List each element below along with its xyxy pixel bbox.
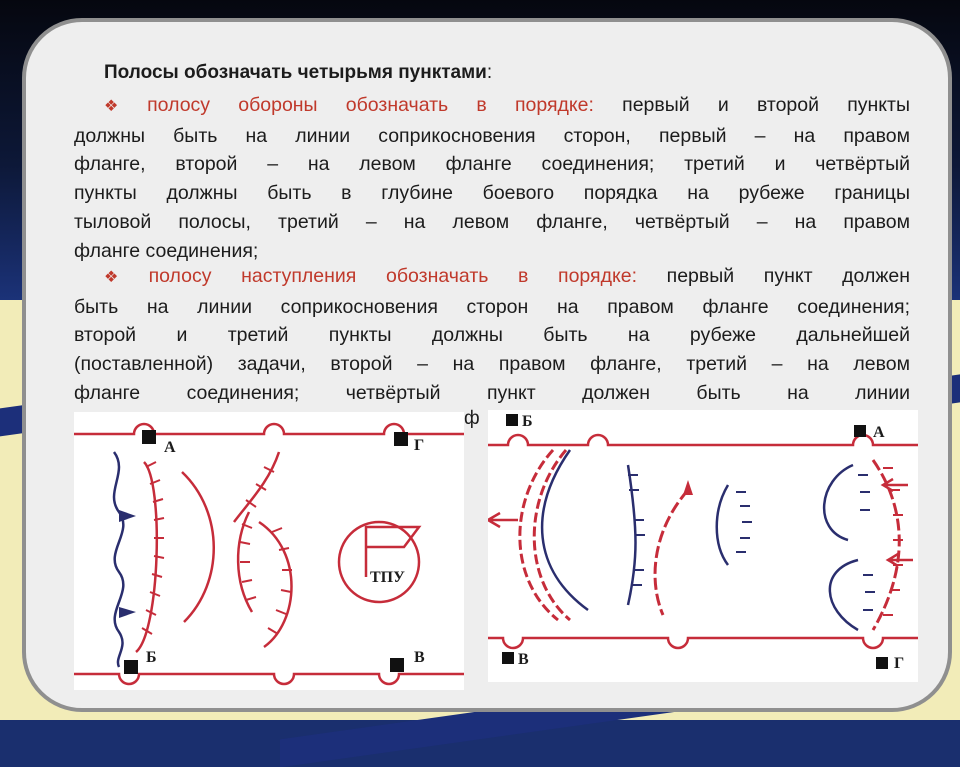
diamond-bullet-icon: ❖	[104, 269, 143, 286]
heading-text: Полосы обозначать четырьмя пунктами	[104, 62, 487, 83]
defense-line-4: пункты должны быть в глубине боевого порядка на рубеже границы	[74, 182, 910, 205]
reserve-arc-bottom	[259, 522, 292, 647]
offense-paragraph	[74, 262, 910, 408]
arrow-icon	[119, 607, 136, 618]
control-point-a-label: А	[164, 439, 176, 456]
defense-lead: полосу обороны обозначать в порядке:	[147, 94, 594, 116]
defense-diagram	[74, 412, 464, 690]
trailing-fragment: ф	[464, 408, 480, 429]
offense-line-5: фланге соединения; четвёртый пункт должен быть на линии	[74, 381, 910, 404]
offense-diagram-svg	[488, 410, 918, 682]
control-point-v-marker	[502, 652, 514, 664]
command-post-circle	[339, 522, 419, 602]
control-point-g-marker	[394, 432, 408, 446]
front-line-arc	[136, 462, 157, 652]
diamond-bullet-icon: ❖	[104, 98, 142, 115]
control-point-v-label: В	[518, 651, 529, 668]
friendly-advance-line	[655, 460, 899, 630]
arrow-icon	[119, 510, 136, 522]
second-echelon-arc	[182, 472, 214, 622]
attack-arrows	[119, 510, 136, 618]
enemy-positions	[542, 450, 858, 630]
defense-line-6: фланге соединения;	[74, 239, 259, 262]
control-point-a-label: А	[873, 424, 885, 441]
offense-lead: полосу наступления обозначать в порядке:	[148, 265, 638, 287]
control-point-g-label: Г	[894, 655, 905, 672]
control-point-g-marker	[876, 657, 888, 669]
control-point-v-label: В	[414, 649, 425, 666]
enemy-ticks	[628, 475, 875, 610]
offense-line-1: первый пункт должен	[666, 265, 910, 287]
defense-line-2: должны быть на линии соприкосновения сторон, первый – на правом	[74, 124, 910, 147]
control-point-b-marker	[506, 414, 518, 426]
control-point-a-marker	[854, 425, 866, 437]
defense-diagram-svg	[74, 412, 464, 690]
enemy-assault-line	[114, 452, 123, 667]
offense-line-4: (поставленной) задачи, второй – на правом фланге, третий – на левом	[74, 353, 910, 376]
offense-line-3: второй и третий пункты должны быть на рубеже дальнейшей	[74, 324, 910, 347]
control-point-g-label: Г	[414, 437, 425, 454]
heading-colon: :	[486, 62, 493, 83]
offense-bottom-boundary	[488, 638, 918, 648]
control-point-v-marker	[390, 658, 404, 672]
arrow-icon	[488, 513, 518, 527]
control-point-b-marker	[124, 660, 138, 674]
control-point-b-label: Б	[146, 649, 157, 666]
control-point-a-marker	[142, 430, 156, 444]
reserve-arc-top	[234, 452, 279, 522]
objective-line	[520, 450, 570, 620]
slide-heading	[104, 62, 914, 84]
defense-line-5: тыловой полосы, третий – на левом фланге, четвёртый – на правом	[74, 210, 910, 233]
command-post-label: ТПУ	[370, 569, 405, 586]
defense-bottom-boundary	[74, 674, 464, 684]
offense-diagram	[488, 410, 918, 682]
defense-line-1: первый и второй пункты	[622, 94, 910, 116]
offense-line-2: быть на линии соприкосновения сторон на правом фланге соединения;	[74, 295, 910, 318]
arrow-icon	[683, 480, 693, 495]
offense-top-boundary	[488, 435, 918, 445]
trench-ticks	[142, 462, 292, 634]
defense-line-3: фланге, второй – на левом фланге соединения; третий и четвёртый	[74, 153, 910, 176]
defense-paragraph	[74, 91, 910, 265]
attack-direction-arrows	[488, 479, 913, 566]
control-point-b-label: Б	[522, 413, 533, 430]
